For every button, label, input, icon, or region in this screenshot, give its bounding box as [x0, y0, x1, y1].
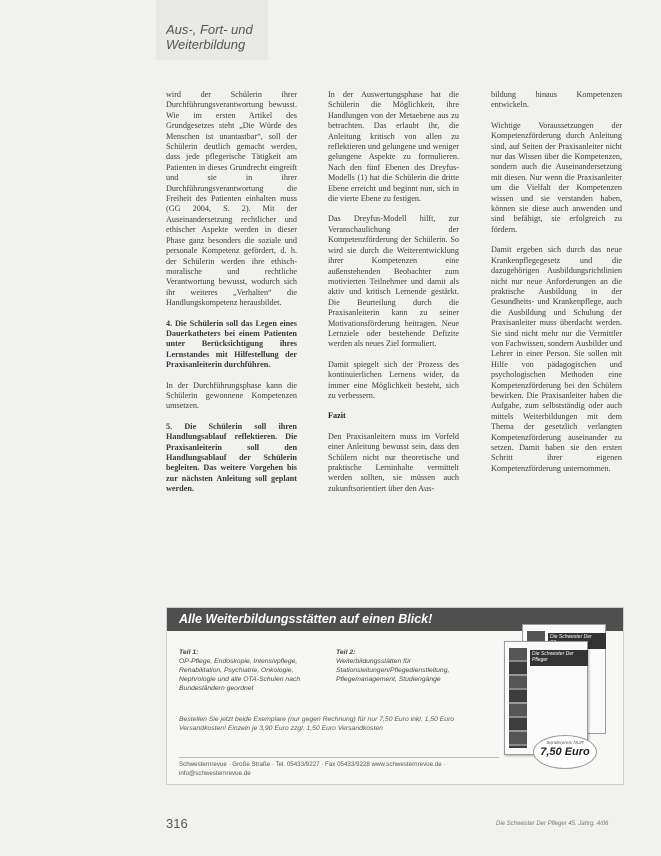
book-cover-label: Die Schwester Der Pfleger: [530, 650, 588, 666]
section-title-line2: Weiterbildung: [166, 37, 246, 52]
text-column-1: [166, 90, 297, 505]
text-column-3: [491, 90, 622, 484]
section-title: [166, 22, 253, 52]
ad-order-text: Bestellen Sie jetzt beide Exemplare (nur gegen Rechnung) für nur 7,50 Euro inkl. 1,50 Euro Versandkosten! Einzeln je 3,90 Euro zzgl. 1,50 Euro Versandkosten: [179, 716, 455, 732]
numbered-step-5: 5. Die Schülerin soll ihren Handlungsablauf reflektieren. Die Praxisanleiterin soll den Handlungsablauf der Schülerin begleiten. Das weitere Vorgehen bis zur nächsten Anleitung soll geplant werden.: [166, 421, 297, 494]
paragraph: Das Dreyfus-Modell hilft, zur Veranschaulichung der Kompetenzförderung der Schülerin. So wird sie durch die Weiterentwicklung ihrer Kompetenzen eine außenstehenden Beobachter zum motivierten Teilnehmer und damit als aktiv und kritisch Lernende gestärkt. Die Beurteilung durch die Praxisanleiterin kann zu seiner Motivationsförderung beitragen. Neue Lernziele oder bestehende Defizite werden als neues Ziel formuliert.: [328, 214, 459, 349]
ad-part-1-text: OP-Pflege, Endoskopie, Intensivpflege, Rehabilitation, Psychiatrie, Onkologie, Nephrologie und alle OTA-Schulen nach Bundesländern geordnet: [179, 658, 301, 692]
paragraph: bildung hinaus Kompetenzen entwickeln.: [491, 90, 622, 110]
paragraph: In der Durchführungsphase kann die Schülerin gewonnene Kompetenzen umsetzen.: [166, 380, 297, 411]
advertisement-title: Alle Weiterbildungsstätten auf einen Blick!: [179, 612, 433, 626]
page-number: 316: [166, 816, 188, 831]
fazit-heading: Fazit: [328, 411, 346, 421]
ad-contact-text: Schwesternrevue · Große Straße · Tel. 05433/9227 · Fax 05433/9228 www.schwesternrevue.de · info@schwesternrevue.de: [179, 757, 499, 778]
ad-part-1: [179, 648, 309, 693]
ad-part-2-label: Teil 2:: [336, 649, 356, 656]
cover-photo-strip: [509, 648, 527, 748]
numbered-step-4: 4. Die Schülerin soll das Legen eines Dauerkatheters bei einem Patienten unter Berücksichtigung ihres Lernstandes mit Hilfestellung der Praxisanleiterin durchführen.: [166, 318, 297, 370]
paragraph: Wichtige Voraussetzungen der Kompetenzförderung durch Anleitung sind, auf Seiten der Praxisanleiter nicht nur das Wissen über die Kompetenzen, sondern auch die Auseinandersetzung mit diesen. Nur wenn die Praxisanleiter um die Vielfalt der Kompetenzen wissen und sie verstanden haben, können sie diese auch anwenden und sind befähigt, sie erfolgreich zu fördern.: [491, 120, 622, 234]
price-value: 7,50 Euro: [540, 746, 590, 758]
paragraph: Damit ergeben sich durch das neue Krankenpflegegesetz und die dazugehörigen Ausbildungsrichtlinien nicht nur neue Anforderungen an die praktische Ausbildung in der Gesundheits- und Krankenpflege, auch die Ausbildung und Schulung der Praxisanleiter muss überdacht werden. Sie sind nicht mehr nur die Vermittler von Fachwissen, sondern Ausbilder und Lehrer in einer Person. Sie sollen mit Hilfe von pädagogischen und psychologischen Methoden eine Kompetenzförderung bei den Schülern bewirken. Die Praxisanleiter haben die Aufgabe, zum selbstständig oder auch mittels Weiterbildungen mit dem Thema der gesetzlich verlangten Kompetenzförderung auseinander zu setzen. Damit haben sie den ersten Schritt ihrer eigenen Kompetenzförderung unternommen.: [491, 245, 622, 473]
ad-part-1-label: Teil 1:: [179, 649, 199, 656]
price-label: Sonderpreis NUR: [546, 741, 584, 746]
advertisement-box: [166, 607, 624, 785]
paragraph: Den Praxisanleitern muss im Vorfeld einer Anleitung bewusst sein, dass den Schülern nicht nur theoretische und praktische Lerninhalte vermittelt werden sollten, sie müssen auch zukunftsorientiert über den Aus-: [328, 431, 459, 493]
paragraph: wird der Schülerin ihrer Durchführungsverantwortung bewusst. Wie im ersten Artikel des Grundgesetzes steht „Die Würde des Menschen ist unantastbar“, soll der Schülerin deutlich gemacht werden, dass jede pflegerische Tätigkeit am Patienten in dieses Grundrecht eingreift und sie in ihrer Durchführungsverantwortung die Freiheit des Patienten einhalten muss (GG 2004, S. 2). Mit der Auseinandersetzung rechtlicher und ethischer Aspekte werden in dieser Phase ganz besonders die soziale und personale Kompetenz gefördert, d. h. der Schülerin werden ihre ethisch-moralische und rechtliche Verantwortung bewusst, wodurch sich ihr weiteres „Verhalten“ die Handlungskompetenz herausbildet.: [166, 90, 297, 308]
journal-footer: Die Schwester Der Pfleger 45. Jahrg. 4/06: [496, 821, 609, 827]
paragraph: In der Auswertungsphase hat die Schülerin die Möglichkeit, ihre Handlungen von der Metaebene aus zu betrachten. Das erlaubt ihr, die Anleitung kritisch von allen zu reflektieren und gelungene und weniger gelungene Aspekte zu formulieren. Nach den fünf Ebenen des Dreyfus-Modells (1) hat die Schülerin die dritte Ebene erreicht und beginnt nun, sich in die vierte Ebene zu festigen.: [328, 90, 459, 204]
text-column-2: [328, 90, 459, 504]
ad-part-2-text: Weiterbildungsstätten für Stationsleitungen/Pflegedienstleitung, Pflegemanagement, Studiengänge: [336, 658, 450, 683]
ad-part-2: [336, 648, 450, 684]
paragraph: Damit spiegelt sich der Prozess des kontinuierlichen Lernens wider, da immer eine Möglichkeit besteht, sich zu verbessern.: [328, 359, 459, 400]
section-title-line1: Aus-, Fort- und: [166, 22, 253, 37]
price-badge: [533, 735, 597, 769]
book-cover-label: Die Schwester Der: [548, 633, 606, 649]
